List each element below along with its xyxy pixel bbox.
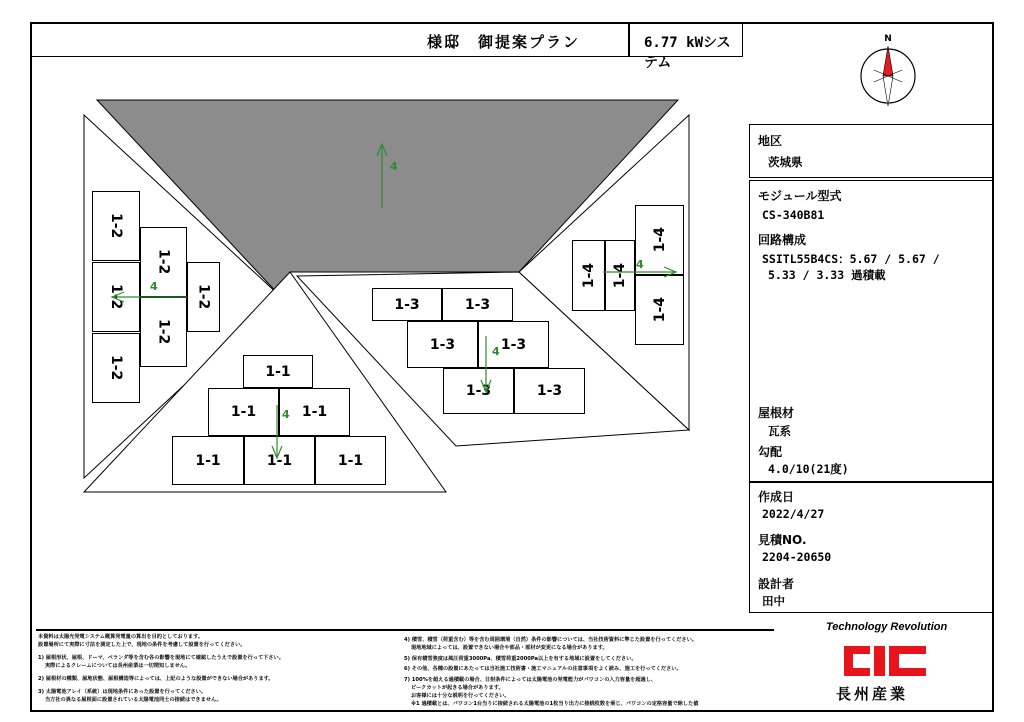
panel-1-3: 1-3 xyxy=(478,321,549,368)
module-value: CS-340B81 xyxy=(762,208,825,222)
panel-1-1: 1-1 xyxy=(279,388,350,436)
slope-label-left: 4 xyxy=(150,280,158,293)
roof-material-label: 屋根材 xyxy=(758,406,795,420)
note-left-0: 本資料は太陽光発電システム概算発電量の算出を目的としております。 xyxy=(38,634,204,640)
panel-1-2: 1-2 xyxy=(92,191,140,261)
roof-material-value: 瓦系 xyxy=(768,424,791,438)
panel-1-1: 1-1 xyxy=(244,436,315,485)
note-left-3: 実際によるクレームについては長州産業は一切関知しません。 xyxy=(38,663,191,669)
logo-company-name: 長州産業 xyxy=(836,685,909,703)
panel-1-3: 1-3 xyxy=(514,368,585,414)
panel-1-4: 1-4 xyxy=(635,205,684,275)
slope-label-right: 4 xyxy=(636,258,644,271)
panel-1-1: 1-1 xyxy=(208,388,279,436)
panel-1-2: 1-2 xyxy=(187,262,220,332)
panel-1-3: 1-3 xyxy=(407,321,478,368)
slope-label-middle-right: 4 xyxy=(492,345,500,358)
panel-1-3: 1-3 xyxy=(442,288,513,321)
note-right-2: 5) 保有積雪強度は風圧荷重3000Pa、積雪荷重2000Pa以上を有する地域に設置をしてください。 xyxy=(404,656,637,662)
system-capacity: 6.77 kWシステム xyxy=(644,35,731,71)
logo-tagline: Technology Revolution xyxy=(826,621,948,633)
cic-logo-icon xyxy=(842,640,928,682)
module-label: モジュール型式 xyxy=(758,189,842,203)
compass-north-label: N xyxy=(884,34,892,44)
notes-divider xyxy=(36,629,774,631)
module-box xyxy=(749,180,993,482)
circuit-line-1: SSITL55B4CS：5.67 / 5.67 / xyxy=(762,252,940,266)
note-left-6: 当方社の異なる屋根面に設置されている太陽電池同士の接続はできません。 xyxy=(38,697,222,703)
note-left-5: 3) 太陽電池アレイ（系統）は現地条件にあった設置を行ってください。 xyxy=(38,689,207,695)
panel-1-2: 1-2 xyxy=(92,262,140,332)
panel-1-2: 1-2 xyxy=(140,297,187,367)
note-right-3: 6) その他、各種の設置にあたっては当社施工技術書・施工マニュアルの注意事項をよく読み、施工を行ってください。 xyxy=(404,666,682,672)
designer-value: 田中 xyxy=(762,594,785,608)
region-label: 地区 xyxy=(758,134,783,148)
page-title: 様邸 御提案プラン xyxy=(427,33,581,51)
panel-1-4: 1-4 xyxy=(635,275,684,345)
region-value: 茨城県 xyxy=(768,155,803,169)
note-left-1: 設置場所にて実際に寸法を測定した上で、現地の条件を考慮して設置を行ってください。 xyxy=(38,642,246,648)
note-right-1: 現地地域によっては、設置できない場合や部品・部材が変更になる場合があります。 xyxy=(404,645,608,651)
panel-1-3: 1-3 xyxy=(443,368,514,414)
panel-1-2: 1-2 xyxy=(92,333,140,403)
date-value: 2022/4/27 xyxy=(762,507,825,521)
slope-label-top: 4 xyxy=(390,160,398,173)
date-label: 作成日 xyxy=(758,490,795,504)
note-right-5: ピークカットが起きる場合があります。 xyxy=(404,685,504,691)
designer-label: 設計者 xyxy=(758,577,795,591)
panel-1-1: 1-1 xyxy=(172,436,244,485)
panel-1-2: 1-2 xyxy=(140,227,187,297)
panel-1-4: 1-4 xyxy=(605,240,635,311)
panel-1-1: 1-1 xyxy=(315,436,386,485)
note-right-4: 7) 100%を超える過積載の場合、日射条件によっては太陽電池の発電能力がパワコンの入力容量を超過し、 xyxy=(404,677,657,683)
panel-1-4: 1-4 xyxy=(572,240,605,311)
note-left-2: 1) 屋根形状、屋根、ドーマ、ベランダ等を含む各の影響を現地にて確認したうえで設置を行って下さい。 xyxy=(38,655,284,661)
note-right-7: ※1 過積載とは、パワコン1台当りに接続される太陽電池の1枚当り出力に接続枚数を乗じ、パワコンの定格容量で除した値 xyxy=(404,701,699,707)
note-left-4: 2) 屋根材の種類、屋地状態、屋根構造等によっては、上記のような設置ができない場合があります。 xyxy=(38,676,274,682)
slope-label: 勾配 xyxy=(758,445,783,459)
slope-label-bottom: 4 xyxy=(282,408,290,421)
panel-1-1: 1-1 xyxy=(243,355,313,388)
note-right-6: お客様には十分な説明を行ってください。 xyxy=(404,693,510,699)
estimate-value: 2204-20650 xyxy=(762,550,832,564)
estimate-label: 見積NO. xyxy=(758,533,807,547)
circuit-label: 回路構成 xyxy=(758,233,807,247)
region-box xyxy=(749,124,993,178)
panel-1-3: 1-3 xyxy=(372,288,442,321)
document-meta-box xyxy=(749,482,993,613)
circuit-line-2: 5.33 / 3.33 過積載 xyxy=(768,268,886,282)
note-right-0: 4) 積雪、積雪（荷重含む）等を含む周囲環境（自然）条件の影響については、当社技術資料に準じた設置を行ってください。 xyxy=(404,637,697,643)
slope-value: 4.0/10(21度) xyxy=(768,462,849,476)
